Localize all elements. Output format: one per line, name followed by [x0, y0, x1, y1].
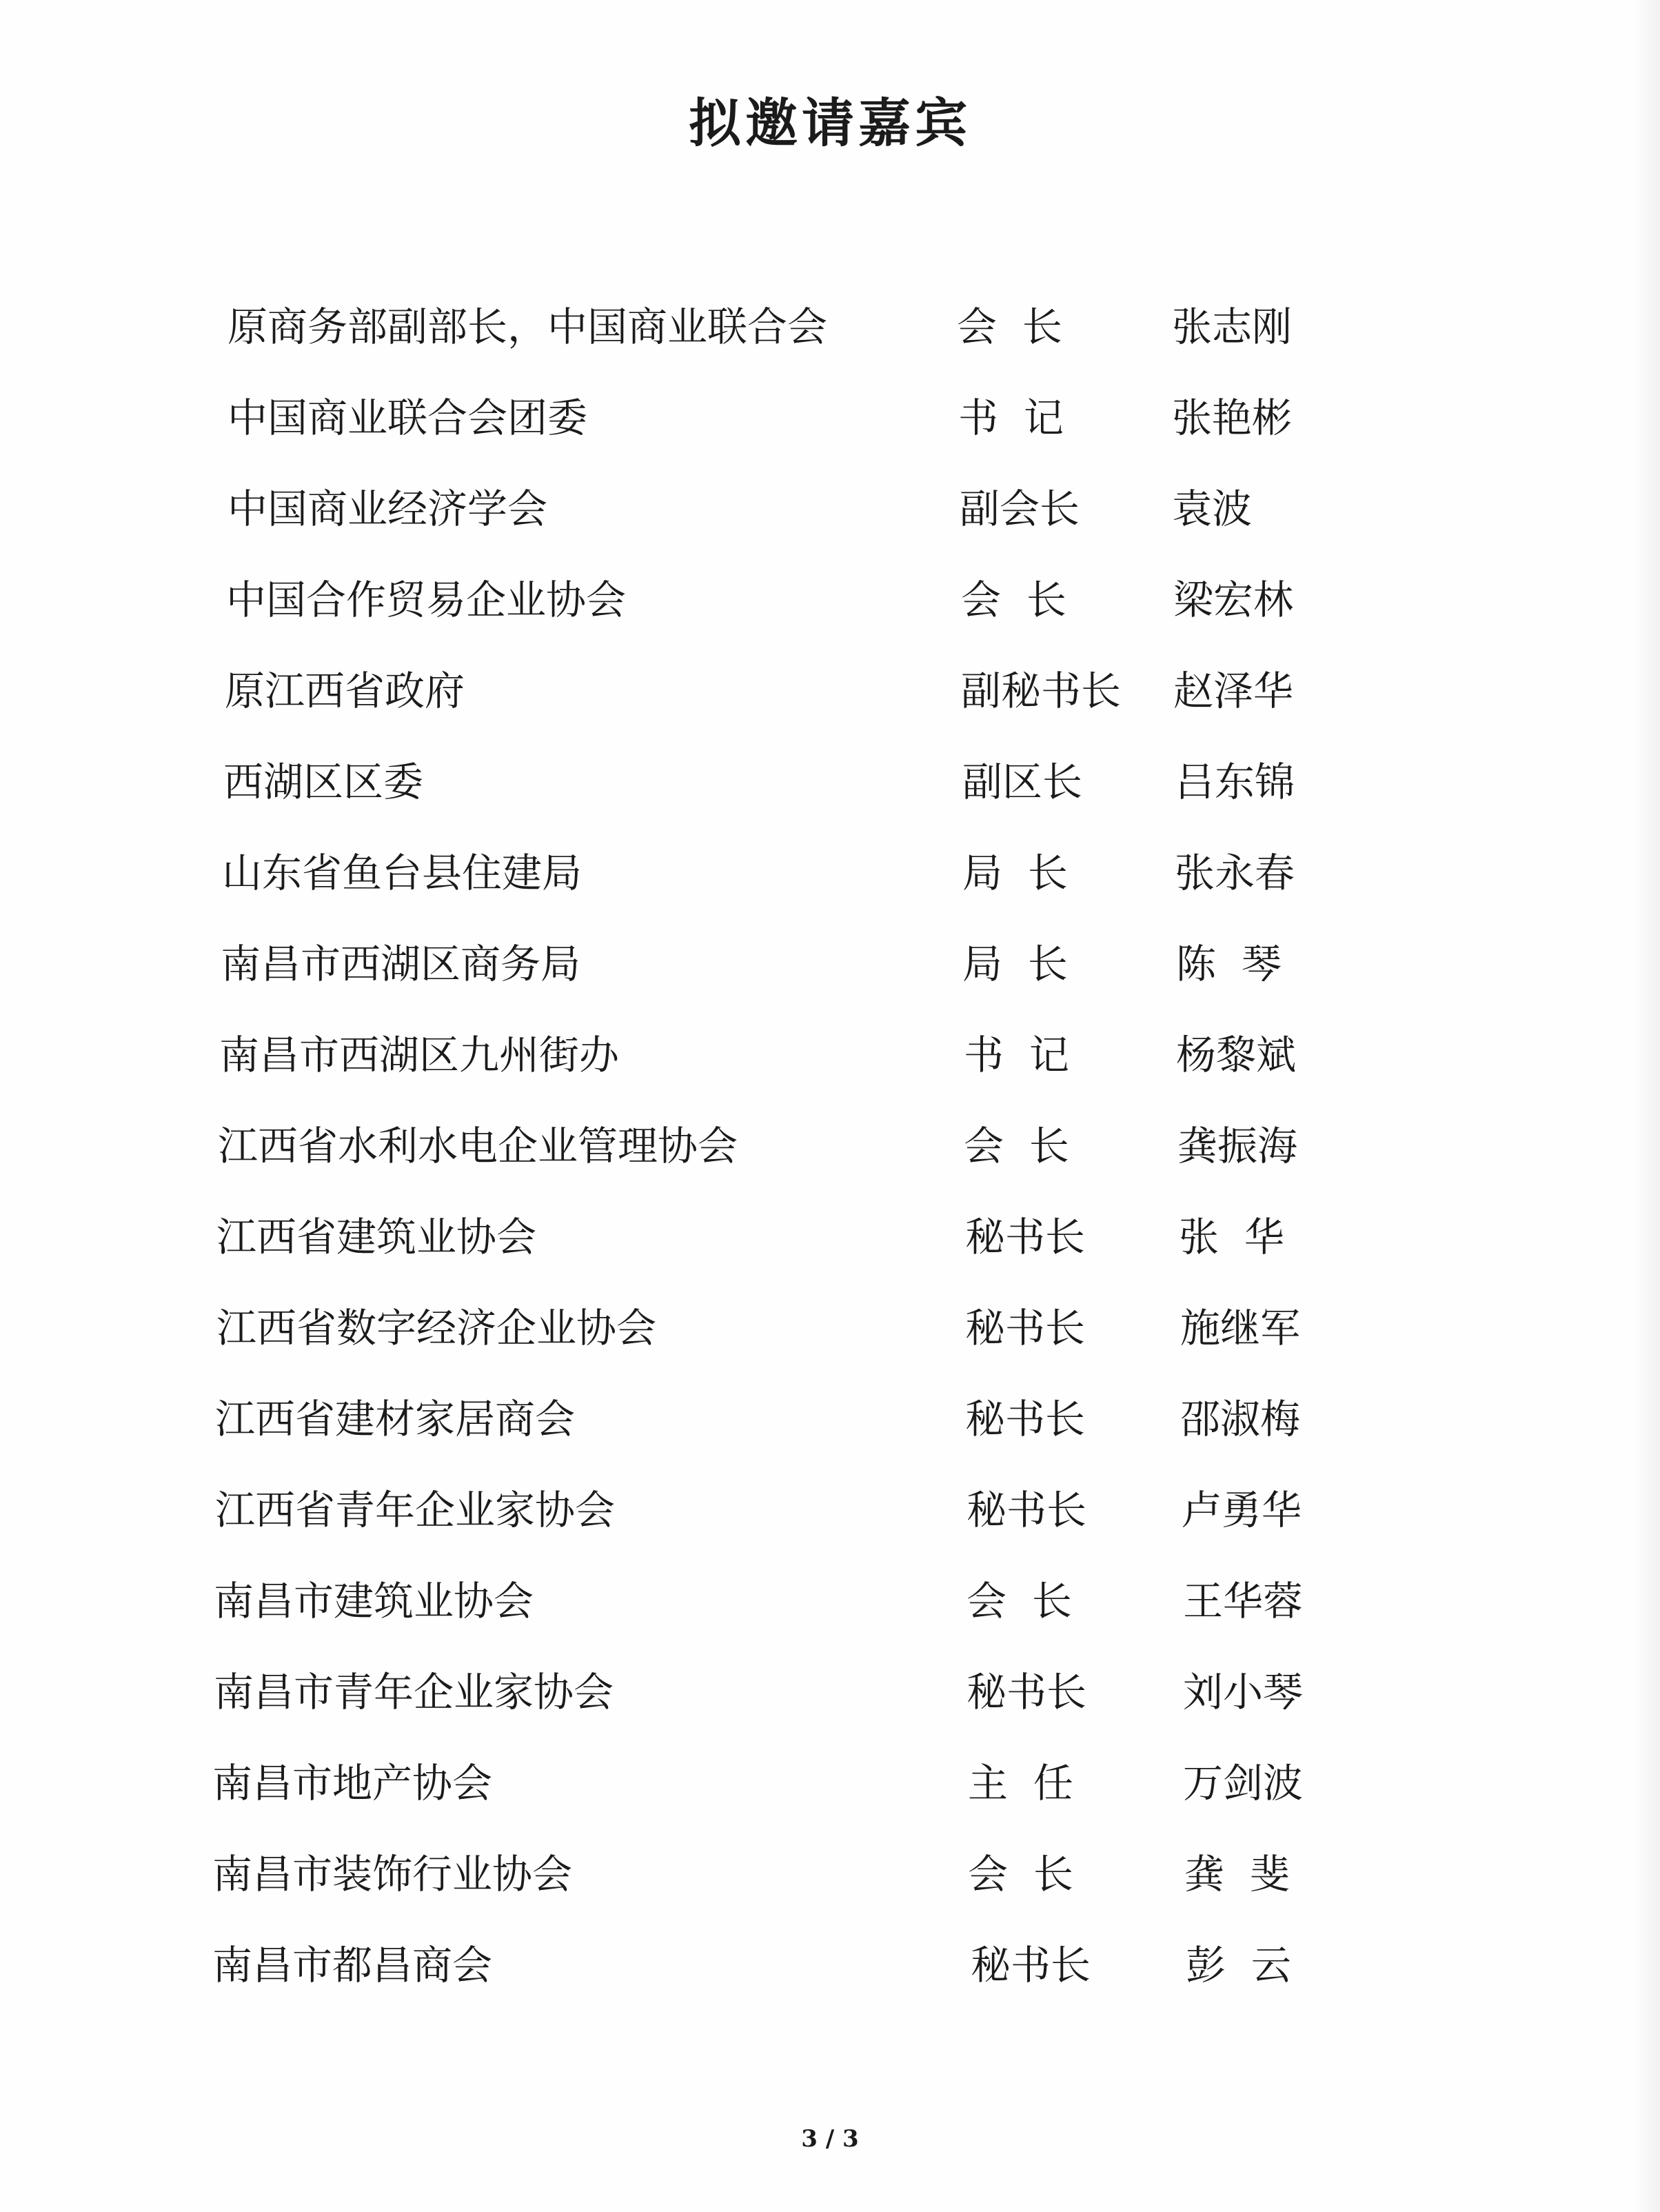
- guest-name: 施继军: [1180, 1305, 1301, 1351]
- guest-organization: 西湖区区委: [223, 758, 424, 805]
- guest-organization: 南昌市装饰行业协会: [212, 1851, 573, 1898]
- guest-row: [0, 554, 1660, 645]
- guest-row: [0, 463, 1660, 554]
- guest-row: [0, 1647, 1660, 1738]
- guest-position: 会 长: [964, 1123, 1069, 1169]
- guest-name: 吕东锦: [1175, 758, 1295, 805]
- guest-row: [0, 1374, 1660, 1465]
- guest-position: 副区长: [962, 758, 1083, 805]
- guest-row: [0, 372, 1660, 463]
- guest-organization: 原商务部副部长，中国商业联合会: [227, 303, 828, 350]
- guest-position: 会 长: [961, 576, 1066, 623]
- guest-name: 张 华: [1179, 1214, 1284, 1260]
- guest-position: 书 记: [958, 394, 1064, 441]
- guest-row: [0, 1738, 1660, 1829]
- guest-position: 书 记: [964, 1032, 1069, 1078]
- guest-position: 副秘书长: [961, 667, 1122, 714]
- guest-name: 张志刚: [1172, 303, 1293, 350]
- guest-name: 赵泽华: [1173, 667, 1294, 714]
- guest-name: 杨黎斌: [1176, 1032, 1297, 1078]
- guest-organization: 南昌市都昌商会: [212, 1942, 493, 1989]
- guest-organization: 江西省水利水电企业管理协会: [218, 1123, 738, 1169]
- guest-row: [0, 918, 1660, 1009]
- guest-organization: 南昌市西湖区商务局: [221, 941, 581, 987]
- guest-name: 万剑波: [1183, 1760, 1304, 1807]
- guest-organization: 江西省建材家居商会: [215, 1396, 576, 1442]
- guest-row: [0, 1009, 1660, 1100]
- guest-organization: 江西省数字经济企业协会: [216, 1305, 657, 1351]
- guest-position: 会 长: [957, 303, 1062, 350]
- guest-organization: 南昌市西湖区九州街办: [219, 1032, 620, 1078]
- guest-name: 张艳彬: [1172, 394, 1293, 441]
- guest-row: [0, 736, 1660, 827]
- guest-name: 王华蓉: [1183, 1578, 1304, 1625]
- page-title: 拟邀请嘉宾: [689, 92, 971, 154]
- guest-organization: 中国商业经济学会: [227, 485, 548, 532]
- guest-name: 龚 斐: [1184, 1851, 1290, 1898]
- guest-row: [0, 281, 1660, 372]
- guest-row: [0, 645, 1660, 736]
- guest-position: 会 长: [968, 1851, 1073, 1898]
- guest-organization: 中国合作贸易企业协会: [226, 576, 627, 623]
- guest-row: [0, 1829, 1660, 1920]
- guest-organization: 江西省青年企业家协会: [215, 1487, 616, 1534]
- guest-name: 陈 琴: [1176, 941, 1282, 987]
- guest-name: 邵淑梅: [1180, 1396, 1301, 1442]
- guest-list: [0, 281, 1660, 2011]
- guest-position: 局 长: [962, 849, 1068, 896]
- guest-position: 秘书长: [966, 1669, 1087, 1716]
- guest-organization: 中国商业联合会团委: [227, 394, 588, 441]
- guest-name: 袁波: [1172, 485, 1253, 532]
- guest-name: 梁宏林: [1173, 576, 1294, 623]
- guest-name: 刘小琴: [1183, 1669, 1304, 1716]
- guest-organization: 南昌市青年企业家协会: [214, 1669, 614, 1716]
- guest-position: 秘书长: [965, 1214, 1086, 1260]
- guest-row: [0, 1283, 1660, 1374]
- guest-position: 主 任: [968, 1760, 1073, 1807]
- guest-row: [0, 1556, 1660, 1647]
- guest-position: 秘书长: [971, 1942, 1091, 1989]
- guest-organization: 山东省鱼台县住建局: [222, 849, 583, 896]
- guest-organization: 原江西省政府: [225, 667, 465, 714]
- guest-name: 龚振海: [1177, 1123, 1298, 1169]
- guest-organization: 江西省建筑业协会: [216, 1214, 537, 1260]
- guest-organization: 南昌市建筑业协会: [214, 1578, 534, 1625]
- guest-row: [0, 827, 1660, 918]
- guest-name: 彭 云: [1186, 1942, 1291, 1989]
- guest-name: 张永春: [1175, 849, 1295, 896]
- guest-row: [0, 1920, 1660, 2011]
- guest-name: 卢勇华: [1182, 1487, 1302, 1534]
- guest-position: 秘书长: [965, 1396, 1086, 1442]
- guest-position: 副会长: [960, 485, 1080, 532]
- guest-position: 秘书长: [966, 1487, 1087, 1534]
- guest-position: 秘书长: [965, 1305, 1086, 1351]
- guest-row: [0, 1100, 1660, 1192]
- guest-row: [0, 1465, 1660, 1556]
- guest-organization: 南昌市地产协会: [212, 1760, 493, 1807]
- guest-position: 局 长: [962, 941, 1068, 987]
- guest-position: 会 长: [966, 1578, 1072, 1625]
- page-number: 3 / 3: [801, 2125, 859, 2153]
- guest-row: [0, 1192, 1660, 1283]
